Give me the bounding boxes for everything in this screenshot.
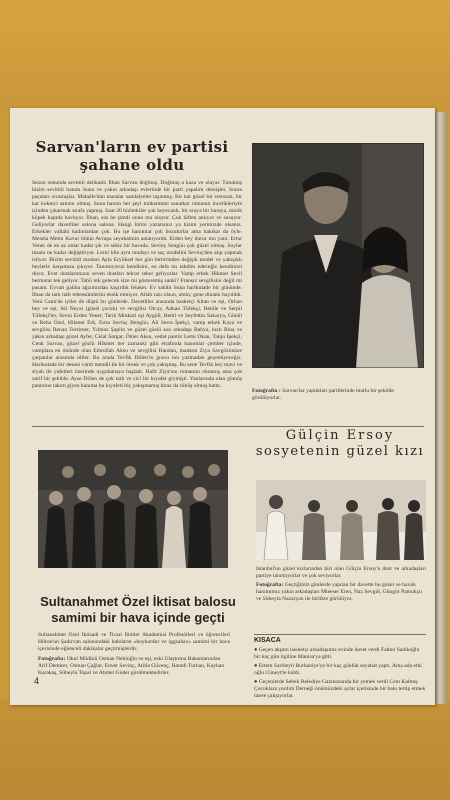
article3-photo-image [38,450,228,568]
article1-body: Sezon sonunda sevimli delikanlı İlhan Sarvan doğmuş. Doğmuş a kaza ve olayar. Tutumuş bizim sevimli hanım Suna ve yakın arkadaşı evlerinde bir parti yapalım demişler. Sonra paçaları sıvamışlar. Mahalle'dan masalar sandalyeler taşınmış. Bir kat güzel bir restoran, bir kat kokteyl salonu olmuş. Suna hanım her şeyi mükemmel sanatkar ruhunun incelikleriyle içinden çıkarmak strafa yapmış. Saat 20 bizimkiler çok heyecanlı, bir oraya bir buraya, minik köpek kapıda havlıyor. İlhan, sus be şimdi onun mu oluyor. Çok lüften anlıyor ve susuyor. Geliyorlar davetliler salona salona. Hangi birini yazarsınız ya bizim yerimizde olsanız. Erkekler vallahi kadınlardan çok. Bu işe hanımlar çok bozulurlar ama hakikat da öyle. Mesela Metin Kavur bütün Avrupa seyahatinin anlatıyordu. Erden bey durur mu yani. Ertur Yener de en az onlar kadar şık ve sekiz bir havada. Sevinç Sengüıı çok güzel olmuş. Soylar insanı ne kadar değiştiriyor. Lerni bile aynı modayı ve saç modelini Sevinç'den alıp yapmak istiyor. Bizim sevimli modacı Ayla Eryüksel her gün birbirinden değişik model ve yakışıklı beylerle karşımıza çıkıyor. Tanımıyoruz kendisini, en defa mı takdim edeceğiz kendimizi diyor. Evet dostlarımızın seven dostları tekrar teker geliyorlar. Vamp erkek Hikmet Sevil bermutat tek geliyor. Tabii tek gelecek size mi gösteremiş sanki? Fransız sevgilisini değil mi pasam. Eyvah galiba ağzımızdan kaçırdık felaket. Ev sahibi Suna harikulade bir gününde. İlhan da tatlı tatlı tebessümlerini eksik etmiyor. Allah razı olsun, amin; gene dinamı bayıldık. Yeni Cami'de iyiler de düştü bu günlerde. Davetliler arasında basketçi Altan ve eşi, Orhan bey ve eşi, Ali Neyzi (güzel çocuk) ve sevgilisi Olcay, Adnan Tüfekçi, Betüle ve Serpil Tüfekçi'ler, Sevin Erden Yener, Tarık Minkari eşi Aygüll, Betül ve Seyfettin Sakarya, Gönül ve Reha Özel, Hikmet Erk, Ertın Sevinç Bengüıı, Ali Serra İpekçi, vamp erkek Kaya ve sevgilisi Renan Tectimer, Yılmaz Şaplin ve güzel göslü son arkadaşı Bahya, hızlı Rina ve yakın arkadaşı güzel Ayfer, Celal Sargar, Ömer Aksu, vedat pantür Lemi Okan, Tanju İpekçi, Cenk Sarvan, güzel gözlü Hikmet her zamanki gibi etrafında hanımlar çember içinde, vamplara en önünde olan Emrullah Aksu ve sevgilisi Handan, manken Ziya Savgözünüze çarpanlar arasında idiler. Bu arada Tevfik Dölen'in gravu tun yazmadan geçemiyeceğiz. Harikulade bir deseni vardı mendil ile bir örnek ve çok yakışmış. Bu sene Tevfik bey mavi ve siyah ile yafetleri üzerinde uygulamaya başladı. Halit Ziya'nın romanını okumuş ama çok zarif bir şekilde. Ayse Dölen de çok tatlı ve cici bir kıyafet giymişti. Yanlarında olan gümüş pantolon takım giyen hanıma bu kıyafeti hiç yakışmamış biraz da rüküş olmuş hatta. [32,180,242,389]
kisaca-divider [254,634,426,635]
article2-headline-line1: Gülçin Ersoy [285,428,395,443]
article3-caption [38,656,230,677]
magazine-page [10,108,435,705]
article1-caption-text: Sarvan'lar yaptıkları partilerinde mutlu bir şekilde görülüyorlar. [252,388,394,401]
article2-photo-image [256,480,426,560]
page-edge [435,112,447,704]
article3-headline-line1: Sultanahmet Özel İktisat balosu [40,594,236,609]
article1-photo [252,143,424,368]
article3-headline-line2: samimi bir hava içinde geçti [51,610,225,625]
kisaca-item-1: ● Geçen akşam basketçi arkadaşımız evinde davet verdi Fahmi Sadıkoğlu bir kaç gün ilgiline Manisa'ya gitti. [254,647,420,660]
kisaca-title: KISACA [254,637,281,644]
kisaca-item-2: ● Ertem Saribeyli Burhaniye'ye bir kaç günlük seyahat yaptı. Ama ada ethi oğlu Cüneyt'te kaldı. [254,663,422,676]
article3-caption-label: Fotoğrafta: [38,656,66,662]
article1-headline-line1: Sarvan'ların ev partisi [35,138,229,156]
article3-headline [38,594,238,626]
article1-caption [252,388,424,402]
background-top [0,0,450,110]
article2-headline-line2: sosyetenin güzel kızı [255,444,425,459]
article3-body: Sultanahmet Özel İktisadi ve Ticari İlimler Akademisi Profesörleri ve öğrencileri Hilton'un Şadırvan salonundaki baloların «boykotdur ve iggsalsız» samimi bir hava içerisinde eğlenceli dakikalar geçirmişlerdir. [38,632,230,652]
article1-photo-image [252,143,424,368]
article2-caption-text: Geçtiğimiz günlerde yapılan bir davette bu güzel ve havalı hanımımız yakın arkadaşları Mieeser Eren, Naz Sevgül, Güngör Pamukçu ve Süheyla Nazaryan ile birlikte görülüyor. [256,582,422,602]
article3-photo [38,450,228,568]
page-number: 4 [34,676,40,686]
article3-caption-text: Okul Müdürü Osman Nebioğlu ve eşi, eski Ulaştırma Bakanlarından Arif Demirer, Osman Çağlar, Enver Sevinç, Atilla Güvenç, Hamdi Turhan, Kayhan Karakaş, Süheyla Topal ve Ahmet Güder görülmektedirler. [38,656,225,676]
article2-body: İstanbul'un güzel kızlarından biri olan Gülçin Ersoy'u dost ve arkadaşları partiye tanımıyorlar ve çok seviyorlar. [256,566,426,579]
section-divider [32,426,424,427]
article1-caption-label: Fotoğrafta : [252,388,281,394]
article2-caption-label: Fotoğrafta: [256,582,284,588]
article1-headline [32,138,232,174]
article1-headline-line2: şahane oldu [79,156,185,174]
article2-caption [256,582,426,603]
kisaca-item-3: ● Geçenlerde Sebek Belediye Gazinosunda bir yemek verdi Cem Kalmış Çocuklara yardım Derneği önümüzdeki aylar içerisinde bir balo tertip etmek üzere çalışıyorlar. [254,679,426,699]
background-bottom [0,700,450,800]
article2-photo [256,480,426,560]
